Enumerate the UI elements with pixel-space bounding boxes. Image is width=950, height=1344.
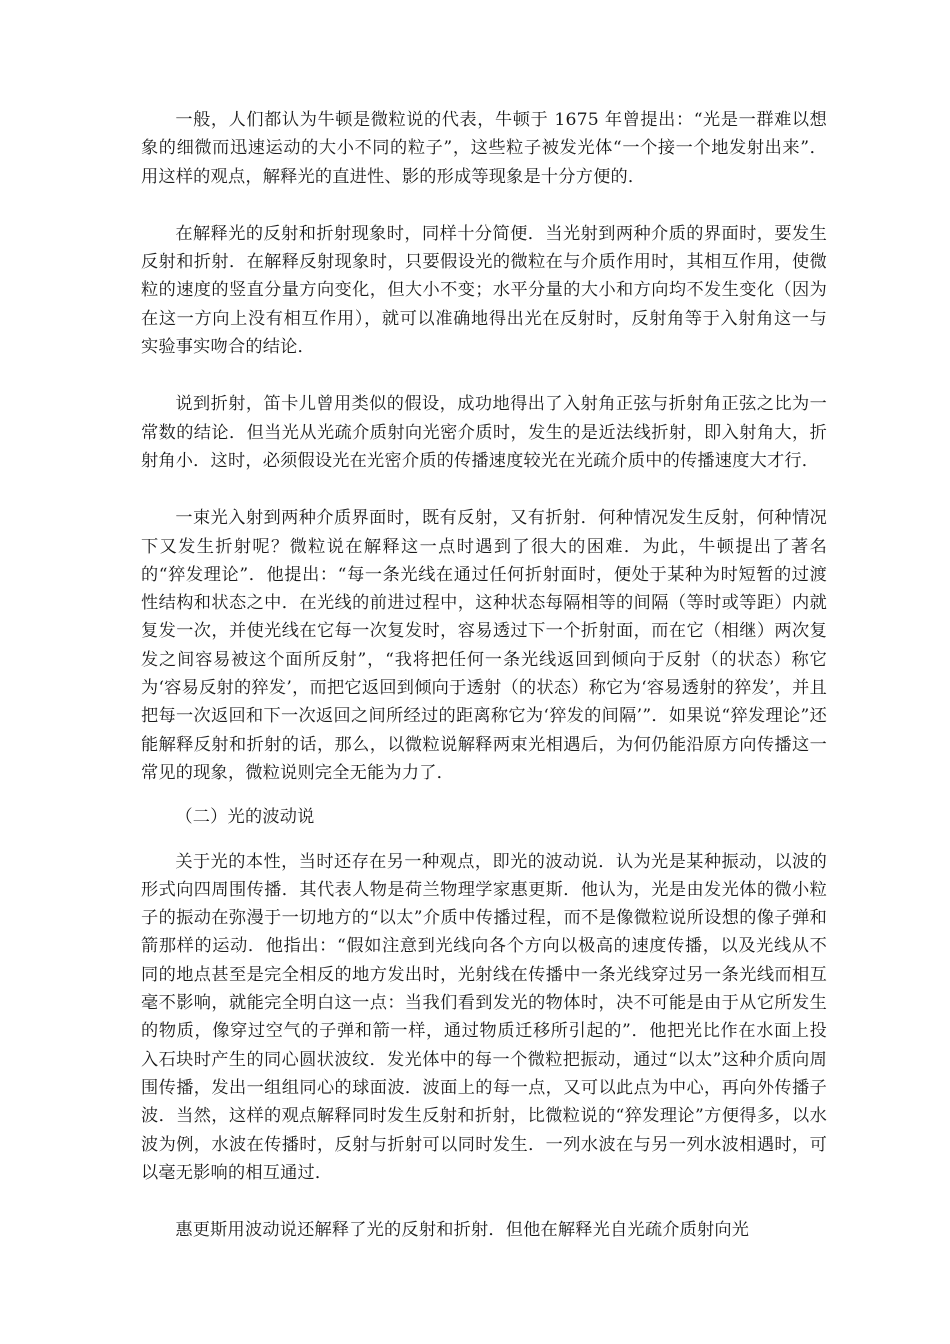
paragraph-gap [141, 475, 827, 504]
paragraph-gap [141, 191, 827, 220]
paragraph-wave-theory: 关于光的本性，当时还存在另一种观点，即光的波动说．认为光是某种振动，以波的形式向四周围传播．其代表人物是荷兰物理学家惠更斯．他认为，光是由发光体的微小粒子的振动在弥漫于一切地方的“以太”介质中传播过程，而不是像微粒说所设想的像子弹和箭那样的运动．他指出：“假如注意到光线向各个方向以极高的速度传播，以及光线从不同的地点甚至是完全相反的地方发出时，光射线在传播中一条光线穿过另一条光线而相互毫不影响，就能完全明白这一点：当我们看到发光的物体时，决不可能是由于从它所发生的物质，像穿过空气的子弹和箭一样，通过物质迁移所引起的”．他把光比作在水面上投入石块时产生的同心圆状波纹．发光体中的每一个微粒把振动，通过“以太”这种介质向周围传播，发出一组组同心的球面波．波面上的每一点，又可以此点为中心，再向外传播子波．当然，这样的观点解释同时发生反射和折射，比微粒说的“猝发理论”方便得多，以水波为例，水波在传播时，反射与折射可以同时发生．一列水波在与另一列水波相遇时，可以毫无影响的相互通过． [141, 851, 827, 1183]
paragraph-fits-theory: 一束光入射到两种介质界面时，既有反射，又有折射．何种情况发生反射，何种情况下又发生折射呢？微粒说在解释这一点时遇到了很大的困难．为此，牛顿提出了著名的“猝发理论”．他提出：“每一条光线在通过任何折射面时，便处于某种为时短暂的过渡性结构和状态之中．在光线的前进过程中，这种状态每隔相等的间隔（等时或等距）内就复发一次，并使光线在它每一次复发时，容易透过下一个折射面，而在它（相继）两次复发之间容易被这个面所反射”，“我将把任何一条光线返回到倾向于反射（的状态）称它为‘容易反射的猝发’，而把它返回到倾向于透射（的状态）称它为‘容易透射的猝发’，并且把每一次返回和下一次返回之间所经过的距离称它为‘猝发的间隔’”．如果说“猝发理论”还能解释反射和折射的话，那么，以微粒说解释两束光相遇后，为何仍能沿原方向传播这一常见的现象，微粒说则完全无能为力了． [141, 508, 827, 783]
section-heading: （二）光的波动说 [175, 807, 315, 828]
paragraph-particle-theory: 一般，人们都认为牛顿是微粒说的代表，牛顿于 1675 年曾提出：“光是一群难以想象的细微而迅速运动的大小不同的粒子”，这些粒子被发光体“一个接一个地发射出来”．用这样的观点，解释光的直进性、影的形成等现象是十分方便的． [141, 110, 827, 187]
paragraph-huygens: 惠更斯用波动说还解释了光的反射和折射．但他在解释光自光疏介质射向光 [175, 1220, 750, 1241]
paragraph-gap [141, 832, 827, 848]
paragraph-gap [141, 361, 827, 390]
paragraph-gap [141, 787, 827, 803]
paragraph-reflection: 在解释光的反射和折射现象时，同样十分简便．当光射到两种介质的界面时，要发生反射和折射．在解释反射现象时，只要假设光的微粒在与介质作用时，其相互作用，使微粒的速度的竖直分量方向变化，但大小不变；水平分量的大小和方向均不发生变化（因为在这一方向上没有相互作用），就可以准确地得出光在反射时，反射角等于入射角这一与实验事实吻合的结论． [141, 223, 827, 358]
document-page [141, 106, 827, 1244]
paragraph-gap [141, 1187, 827, 1216]
paragraph-refraction: 说到折射，笛卡儿曾用类似的假设，成功地得出了入射角正弦与折射角正弦之比为一常数的结论．但当光从光疏介质射向光密介质时，发生的是近法线折射，即入射角大，折射角小．这时，必须假设光在光密介质的传播速度较光在光疏介质中的传播速度大才行． [141, 394, 827, 471]
